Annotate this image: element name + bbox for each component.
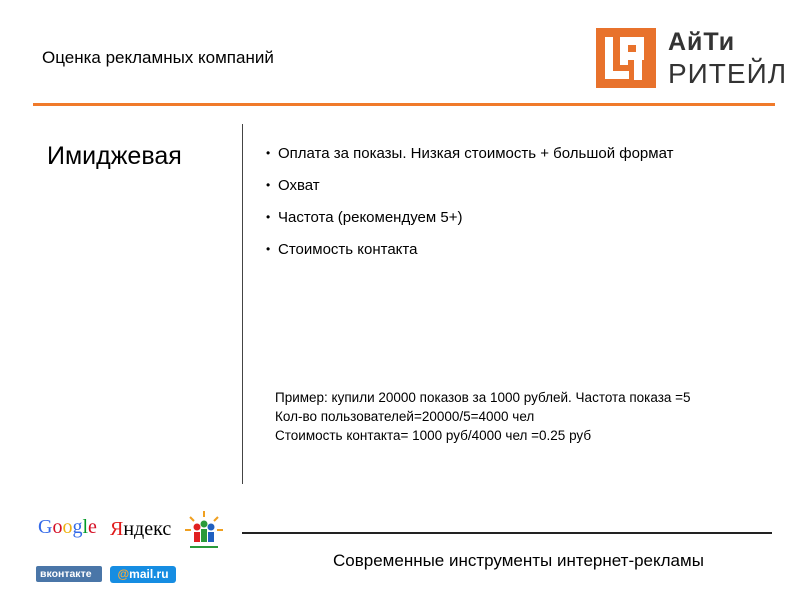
vkontakte-logo: вконтакте [36,566,102,582]
google-logo-letter: o [62,516,73,538]
example-calculation [275,388,691,445]
bullet-item: • Оплата за показы. Низкая стоимость + большой формат [265,143,705,164]
example-line: Стоимость контакта= 1000 руб/4000 чел =0.25 руб [275,428,592,443]
google-logo-letter: e [88,516,97,538]
yandex-logo [110,518,171,541]
logo-text-line2: РИТЕЙЛ [668,58,788,89]
example-line: Пример: купили 20000 показов за 1000 рублей. Частота показа =5 [275,390,691,405]
google-logo-letter: o [52,516,63,538]
google-logo-letter: G [38,516,53,538]
vertical-divider [242,124,243,484]
bullet-list [265,143,705,271]
yandex-logo-rest: ндекс [123,518,172,540]
example-line: Кол-во пользователей=20000/5=4000 чел [275,409,535,424]
aiti-retail-logo [596,28,788,90]
mailru-at-symbol: @ [117,567,130,581]
google-logo-letter: l [82,516,89,538]
bullet-item: • Частота (рекомендуем 5+) [265,207,705,228]
odnoklassniki-logo-icon [182,509,226,553]
google-logo-letter: g [72,516,83,538]
section-heading: Имиджевая [47,142,182,170]
yandex-logo-first-letter: Я [110,518,124,540]
top-divider [33,103,775,106]
logo-text-line1: АйТи [668,28,736,56]
footer-caption: Современные инструменты интернет-рекламы [333,551,704,570]
bullet-item: • Стоимость контакта [265,239,705,260]
logo-mark-icon [596,28,656,88]
slide-title: Оценка рекламных компаний [42,48,274,67]
bullet-item: • Охват [265,175,705,196]
mailru-logo [110,566,176,583]
bottom-divider [242,532,772,534]
mailru-logo-text: mail.ru [129,567,169,581]
google-logo [38,516,97,539]
